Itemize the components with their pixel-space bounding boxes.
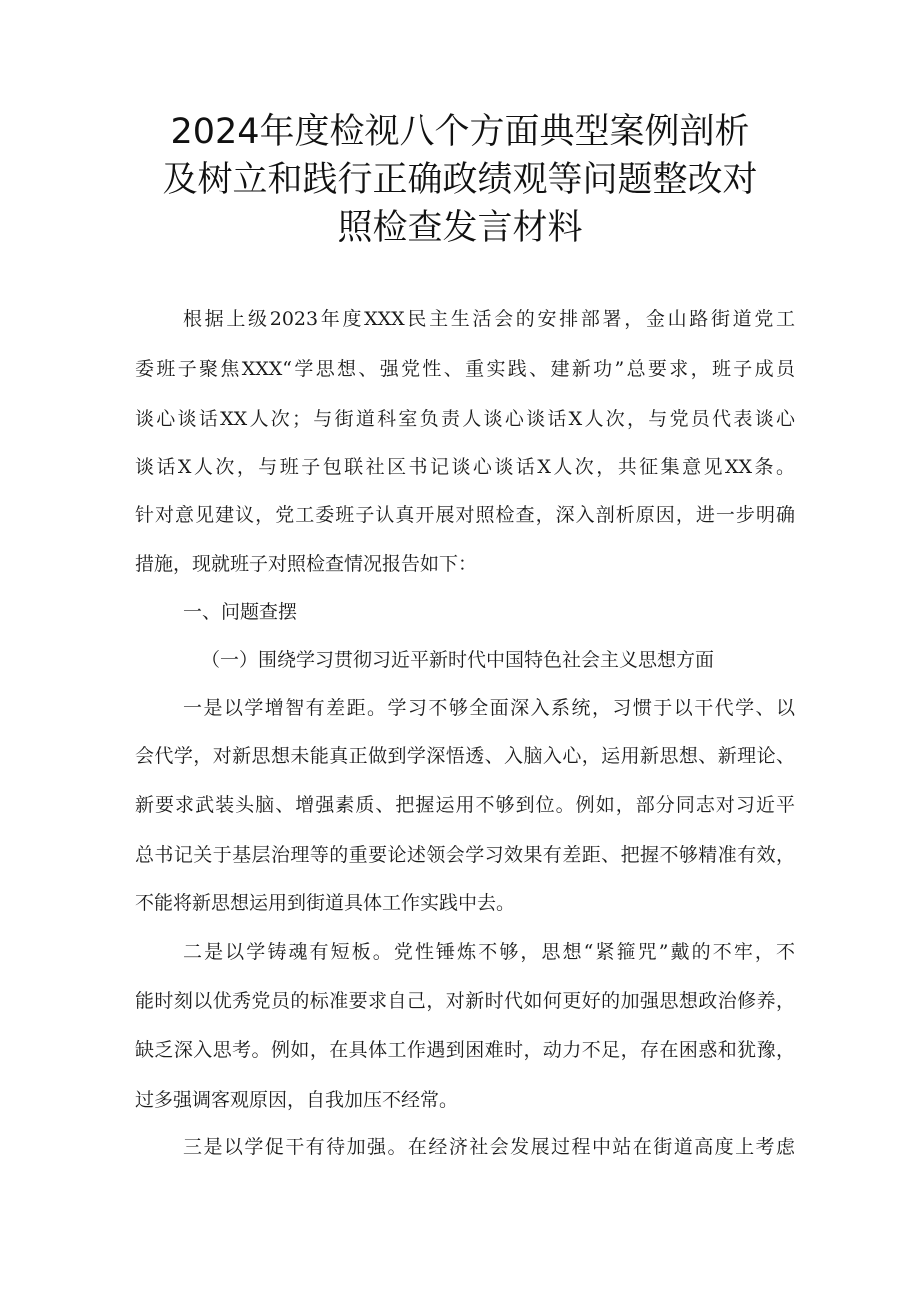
para1-line-4: 总书记关于基层治理等的重要论述领会学习效果有差距、把握不够精准有效， — [135, 844, 795, 866]
para3-line-1: 三是以学促干有待加强。在经济社会发展过程中站在街道高度上考虑 — [183, 1136, 795, 1158]
section-heading: 一、问题查摆 — [183, 601, 298, 623]
document-title-line-2: 及树立和践行正确政绩观等问题整改对 — [162, 160, 758, 200]
intro-line-4: 谈话X人次，与班子包联社区书记谈心谈话X人次，共征集意见XX条。 — [135, 456, 795, 478]
para2-line-3: 缺乏深入思考。例如，在具体工作遇到困难时，动力不足，存在困惑和犹豫， — [135, 1039, 795, 1061]
intro-line-6: 措施，现就班子对照检查情况报告如下： — [135, 553, 478, 575]
para2-line-4: 过多强调客观原因，自我加压不经常。 — [135, 1089, 459, 1111]
para1-line-2: 会代学，对新思想未能真正做到学深悟透、入脑入心，运用新思想、新理论、 — [135, 745, 795, 767]
para1-line-5: 不能将新思想运用到街道具体工作实践中去。 — [135, 892, 516, 914]
intro-line-2: 委班子聚焦XXX“学思想、强党性、重实践、建新功”总要求，班子成员 — [135, 358, 795, 380]
intro-line-5: 针对意见建议，党工委班子认真开展对照检查，深入剖析原因，进一步明确 — [135, 504, 795, 526]
para2-line-1: 二是以学铸魂有短板。党性锤炼不够，思想“紧箍咒”戴的不牢，不 — [183, 941, 795, 963]
document-title-line-1: 2024年度检视八个方面典型案例剖析 — [170, 112, 750, 152]
para1-line-1: 一是以学增智有差距。学习不够全面深入系统，习惯于以干代学、以 — [183, 697, 795, 719]
para2-line-2: 能时刻以优秀党员的标准要求自己，对新时代如何更好的加强思想政治修养， — [135, 990, 795, 1012]
intro-line-1: 根据上级2023年度XXX民主生活会的安排部署，金山路街道党工 — [183, 308, 795, 330]
intro-line-3: 谈心谈话XX人次；与街道科室负责人谈心谈话X人次，与党员代表谈心 — [135, 408, 795, 430]
document-title-line-3: 照检查发言材料 — [337, 208, 583, 248]
subsection-heading: （一）围绕学习贯彻习近平新时代中国特色社会主义思想方面 — [201, 649, 715, 671]
para1-line-3: 新要求武装头脑、增强素质、把握运用不够到位。例如，部分同志对习近平 — [135, 794, 795, 816]
